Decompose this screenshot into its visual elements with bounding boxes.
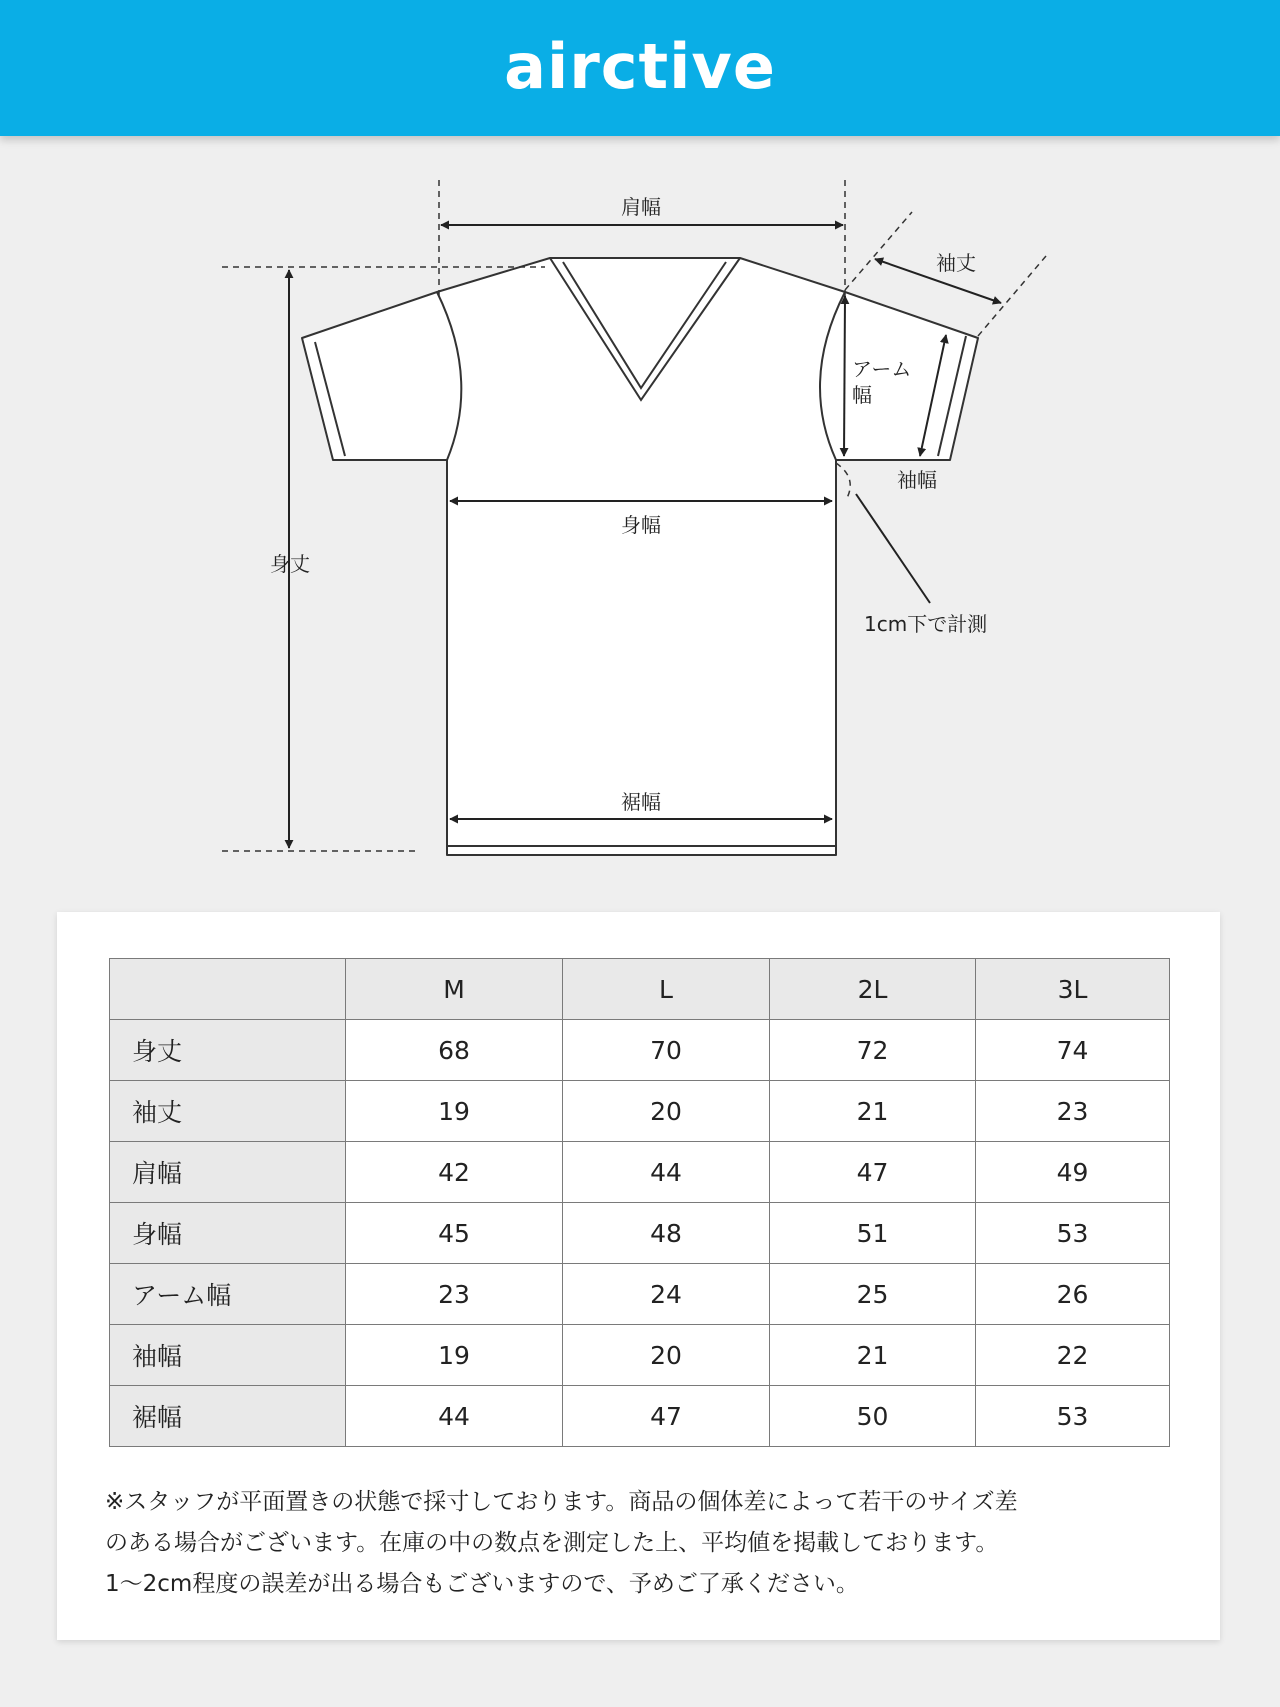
table-cell: 24: [563, 1264, 770, 1325]
table-cell: 23: [976, 1081, 1170, 1142]
table-cell: 19: [346, 1325, 563, 1386]
table-cell: 51: [770, 1203, 976, 1264]
table-cell: 74: [976, 1020, 1170, 1081]
table-cell: 47: [563, 1386, 770, 1447]
table-row: [110, 1325, 1170, 1386]
note-line: のある場合がございます。在庫の中の数点を測定した上、平均値を掲載しております。: [105, 1530, 999, 1556]
row-label: 裾幅: [110, 1386, 346, 1447]
table-cell: 44: [346, 1386, 563, 1447]
table-cell: 21: [770, 1081, 976, 1142]
measurement-note: [105, 1482, 1185, 1605]
label-arm-width-line1: アーム: [852, 357, 912, 381]
table-row: [110, 1020, 1170, 1081]
row-label: 身幅: [110, 1203, 346, 1264]
table-cell: 49: [976, 1142, 1170, 1203]
table-cell: 20: [563, 1325, 770, 1386]
size-chart-card: [57, 912, 1220, 1640]
table-cell: 48: [563, 1203, 770, 1264]
table-cell: 50: [770, 1386, 976, 1447]
label-sleeve-width: 袖幅: [897, 468, 937, 492]
row-label: 袖幅: [110, 1325, 346, 1386]
column-header-l: L: [563, 959, 770, 1020]
table-row: [110, 1264, 1170, 1325]
column-header-m: M: [346, 959, 563, 1020]
label-body-width: 身幅: [621, 513, 661, 537]
table-cell: 70: [563, 1020, 770, 1081]
table-cell: 44: [563, 1142, 770, 1203]
table-cell: 22: [976, 1325, 1170, 1386]
tshirt-outline: [302, 258, 978, 855]
size-table: [109, 958, 1170, 1447]
table-cell: 20: [563, 1081, 770, 1142]
table-cell: 53: [976, 1203, 1170, 1264]
note-line: 1～2cm程度の誤差が出る場合もございますので、予めご了承ください。: [105, 1571, 859, 1597]
table-cell: 72: [770, 1020, 976, 1081]
tshirt-size-diagram: [0, 136, 1280, 896]
column-header-corner: [110, 959, 346, 1020]
table-cell: 26: [976, 1264, 1170, 1325]
label-hem-width: 裾幅: [621, 790, 661, 814]
table-row: [110, 1386, 1170, 1447]
label-shoulder-width: 肩幅: [621, 195, 661, 219]
row-label: 身丈: [110, 1020, 346, 1081]
table-row: [110, 1142, 1170, 1203]
arm-width-arrow: [844, 296, 845, 456]
table-row: [110, 1203, 1170, 1264]
measure-note-leader: [856, 494, 930, 603]
table-header-row: [110, 959, 1170, 1020]
table-cell: 47: [770, 1142, 976, 1203]
table-cell: 21: [770, 1325, 976, 1386]
header-bar: [0, 0, 1280, 136]
label-measure-note: 1cm下で計測: [864, 612, 988, 636]
table-row: [110, 1081, 1170, 1142]
column-header-3l: 3L: [976, 959, 1170, 1020]
note-line: ※スタッフが平面置きの状態で採寸しております。商品の個体差によって若干のサイズ差: [105, 1489, 1018, 1515]
table-cell: 42: [346, 1142, 563, 1203]
table-cell: 25: [770, 1264, 976, 1325]
table-cell: 53: [976, 1386, 1170, 1447]
label-body-length: 身丈: [270, 552, 310, 576]
label-arm-width-line2: 幅: [852, 383, 872, 407]
table-cell: 23: [346, 1264, 563, 1325]
column-header-2l: 2L: [770, 959, 976, 1020]
table-cell: 19: [346, 1081, 563, 1142]
row-label: 肩幅: [110, 1142, 346, 1203]
row-label: 袖丈: [110, 1081, 346, 1142]
row-label: アーム幅: [110, 1264, 346, 1325]
table-cell: 68: [346, 1020, 563, 1081]
label-sleeve-length: 袖丈: [936, 251, 976, 275]
table-cell: 45: [346, 1203, 563, 1264]
brand-logo: airctive: [504, 29, 776, 103]
